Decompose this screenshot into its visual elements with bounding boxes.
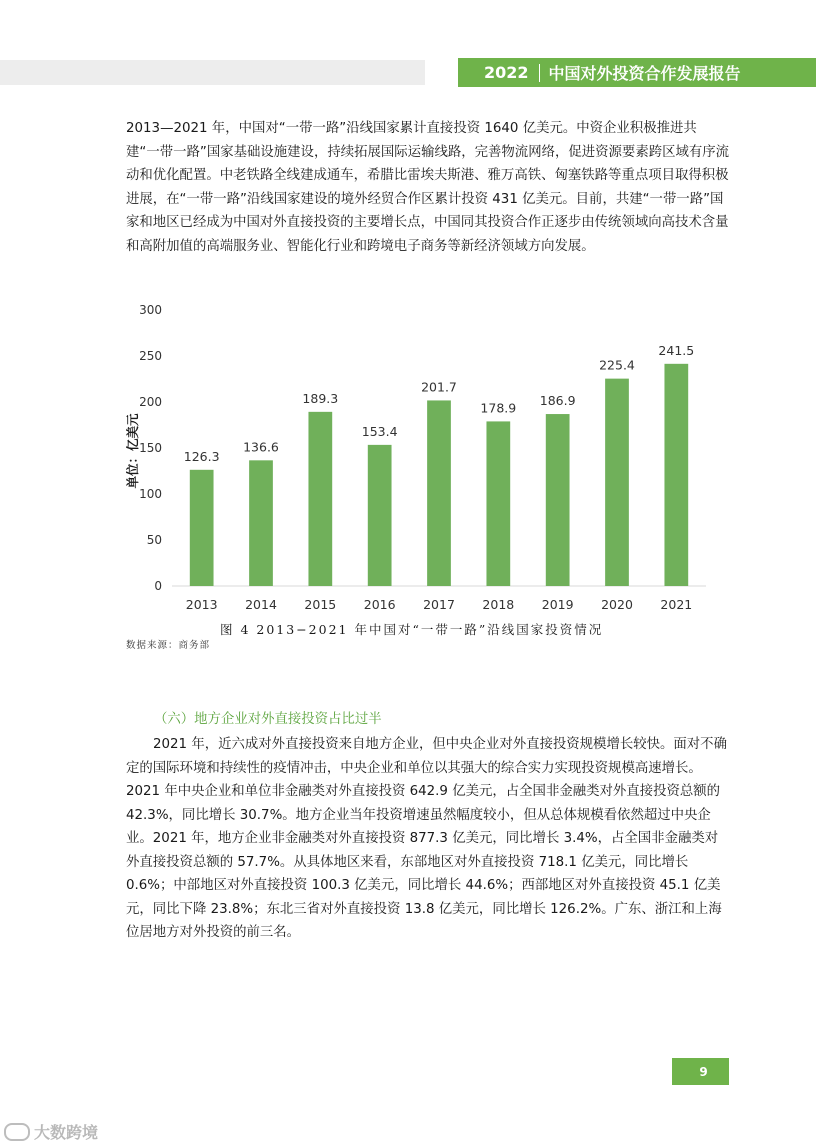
bar-2021 [664,364,688,586]
y-tick-label: 200 [139,395,162,409]
bar-2015 [308,412,332,586]
x-tick-label: 2015 [304,597,337,612]
watermark-text: 大数跨境 [34,1123,99,1142]
bar-2016 [368,445,392,586]
x-tick-label: 2014 [245,597,277,612]
value-label: 136.6 [243,439,279,455]
value-label: 153.4 [361,423,398,439]
bar-2019 [546,414,570,586]
bar-2013 [190,470,214,586]
x-tick-label: 2018 [482,597,515,612]
x-tick-label: 2021 [660,597,693,612]
header-gray-band [0,60,425,85]
watermark-logo-icon [4,1123,30,1141]
x-tick-label: 2017 [423,597,455,612]
value-label: 186.9 [539,393,576,409]
value-label: 241.5 [658,342,695,358]
value-label: 201.7 [421,379,457,395]
header-title: 中国对外投资合作发展报告 [548,64,741,83]
x-tick-label: 2020 [601,597,633,612]
y-tick-label: 50 [146,533,162,547]
bar-2020 [605,379,629,586]
investment-bar-chart [120,296,720,621]
value-label: 189.3 [302,390,339,406]
bar-2014 [249,460,273,586]
value-label: 225.4 [599,357,635,373]
header-year: 2022 [484,63,529,82]
report-header [458,58,816,87]
value-label: 178.9 [480,400,517,416]
y-ticks [139,303,162,593]
x-tick-label: 2013 [185,597,218,612]
bar-2017 [427,400,451,586]
section-paragraph: 2021 年，近六成对外直接投资来自地方企业，但中央企业对外直接投资规模增长较快。面对不确定的国际环境和持续性的疫情冲击，中央企业和单位以其强大的综合实力实现投资规模高速增长。2021 年中央企业和单位非金融类对外直接投资 642.9 亿美元，占全国非金融类对外直接投资总额的 42.3%，同比增长 30.7%。地方企业当年投资增速虽然幅度较小，但从总体规模看依然超过中央企业。2021 年，地方企业非金融类对外直接投资 877.3 亿美元，同比增长 3.4%，占全国非金融类对外直接投资总额的 57.7%。从具体地区来看，东部地区对外直接投资 718.1 亿美元，同比增长 0.6%；中部地区对外直接投资 100.3 亿美元，同比增长 44.6%；西部地区对外直接投资 45.1 亿美元，同比下降 23.8%；东北三省对外直接投资 13.8 亿美元，同比增长 126.2%。广东、浙江和上海位居地方对外投资的前三名。 [126,737,727,940]
bar-2018 [486,421,510,586]
value-label: 126.3 [183,448,220,464]
x-tick-label: 2016 [363,597,396,612]
watermark [4,1120,98,1143]
y-tick-label: 0 [154,579,162,593]
figure-caption: 图 4 2013−2021 年中国对“一带一路”沿线国家投资情况 [220,622,604,637]
header-divider [539,64,540,82]
y-tick-label: 250 [139,349,162,363]
y-tick-label: 150 [139,441,162,455]
page-number: 9 [699,1064,708,1079]
section-title: （六）地方企业对外直接投资占比过半 [154,712,382,727]
figure-source: 数据来源：商务部 [126,640,211,651]
x-tick-label: 2019 [541,597,574,612]
bars [190,364,688,586]
y-axis-label: 单位：亿美元 [125,413,140,489]
y-tick-label: 100 [139,487,162,501]
y-tick-label: 300 [139,303,162,317]
page-number-box [672,1058,729,1085]
x-tick-labels [186,597,692,612]
intro-paragraph: 2013—2021 年，中国对“一带一路”沿线国家累计直接投资 1640 亿美元。中资企业积极推进共建“一带一路”国家基础设施建设，持续拓展国际运输线路，完善物流网络，促进资源要素跨区域有序流动和优化配置。中老铁路全线建成通车，希腊比雷埃夫斯港、雅万高铁、匈塞铁路等重点项目取得积极进展，在“一带一路”沿线国家建设的境外经贸合作区累计投资 431 亿美元。目前，共建“一带一路”国家和地区已经成为中国对外直接投资的主要增长点，中国同其投资合作正逐步由传统领域向高技术含量和高附加值的高端服务业、智能化行业和跨境电子商务等新经济领域方向发展。 [126,121,730,254]
